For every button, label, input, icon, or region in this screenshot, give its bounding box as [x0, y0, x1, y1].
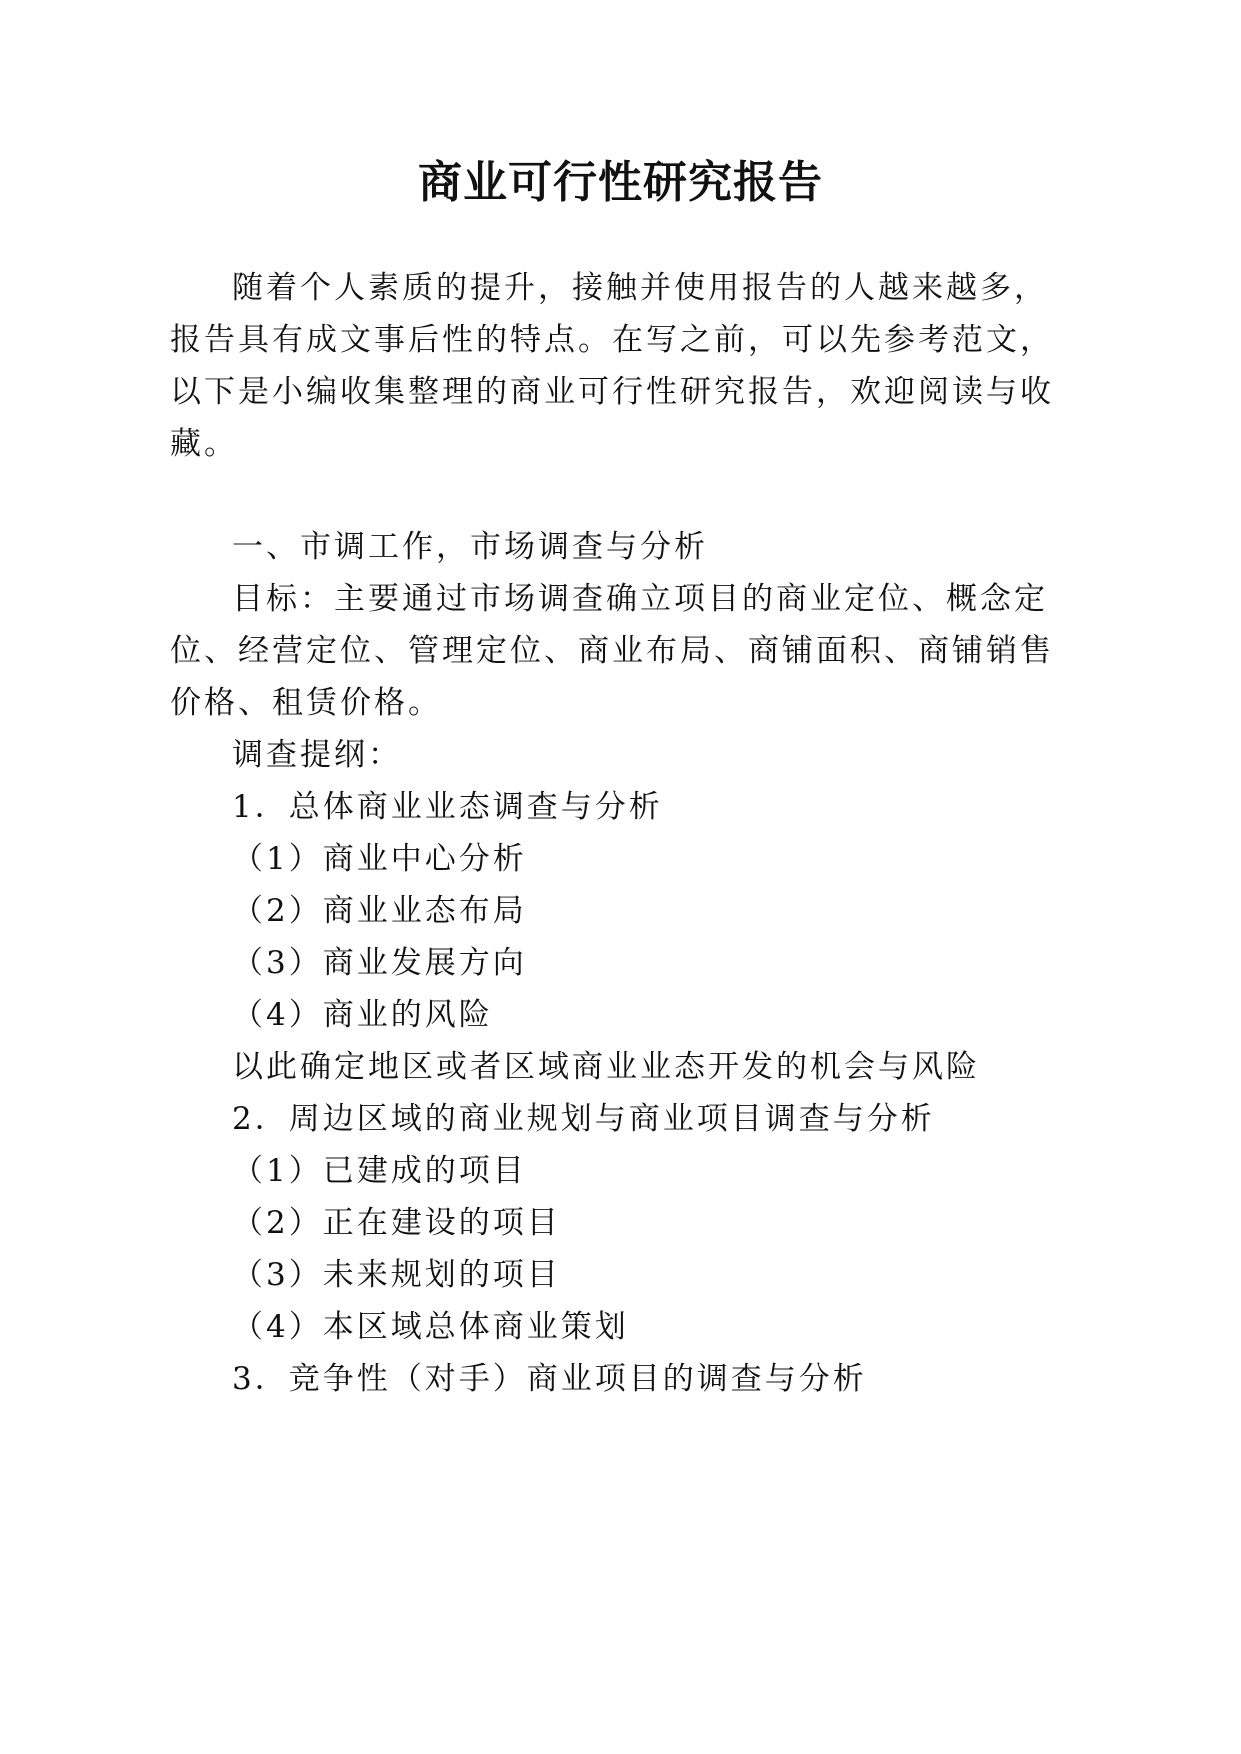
item1-subitem-4: （4）商业的风险 [232, 997, 493, 1033]
intro-line-1: 随着个人素质的提升，接触并使用报告的人越来越多， [232, 270, 1048, 306]
item1-subitem-1: （1）商业中心分析 [232, 841, 527, 877]
section1-heading: 一、市调工作，市场调查与分析 [232, 529, 708, 565]
intro-line-2: 报告具有成文事后性的特点。在写之前，可以先参考范文， [170, 322, 1054, 358]
item1-conclusion: 以此确定地区或者区域商业业态开发的机会与风险 [232, 1049, 980, 1085]
page-title: 商业可行性研究报告 [418, 157, 823, 208]
outline-label: 调查提纲： [232, 737, 402, 773]
item2-heading: 2．周边区域的商业规划与商业项目调查与分析 [232, 1101, 935, 1137]
item1-subitem-3: （3）商业发展方向 [232, 945, 527, 981]
item2-subitem-1: （1）已建成的项目 [232, 1153, 527, 1189]
item2-subitem-2: （2）正在建设的项目 [232, 1205, 561, 1241]
intro-line-3: 以下是小编收集整理的商业可行性研究报告，欢迎阅读与收 [170, 374, 1054, 410]
goal-line-2: 位、经营定位、管理定位、商业布局、商铺面积、商铺销售 [170, 633, 1054, 669]
goal-line-1: 目标：主要通过市场调查确立项目的商业定位、概念定 [232, 581, 1048, 617]
item1-heading: 1．总体商业业态调查与分析 [232, 789, 663, 825]
goal-line-3: 价格、租赁价格。 [170, 685, 442, 721]
item3-heading: 3．竞争性（对手）商业项目的调查与分析 [232, 1361, 867, 1397]
item2-subitem-3: （3）未来规划的项目 [232, 1257, 561, 1293]
item1-subitem-2: （2）商业业态布局 [232, 893, 527, 929]
item2-subitem-4: （4）本区域总体商业策划 [232, 1309, 629, 1345]
intro-line-4: 藏。 [170, 426, 238, 462]
